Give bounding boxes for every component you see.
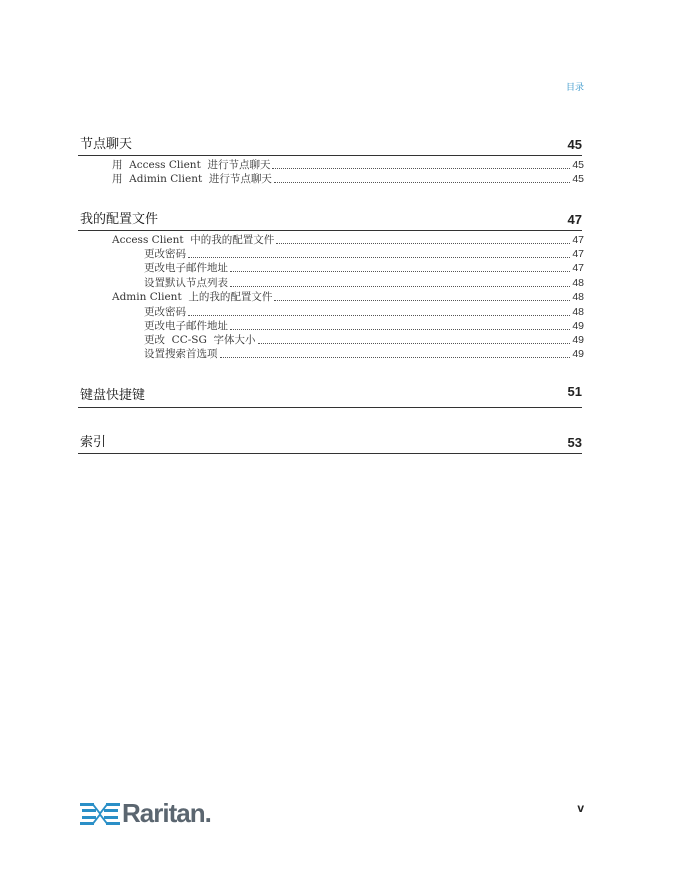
toc-entry[interactable] [112,158,584,172]
leader-dots [274,182,570,183]
chapter-page: 51 [567,384,582,399]
toc-chapter-index[interactable] [78,431,582,454]
leader-dots [230,286,570,287]
toc-subentry[interactable] [144,261,584,275]
chapter-title: 我的配置文件 [80,212,159,227]
chapter-page: 53 [567,435,582,450]
toc-entry-label: 设置默认节点列表 [144,277,228,289]
leader-dots [188,315,570,316]
chapter-page: 47 [567,212,582,227]
toc-entry-page: 47 [572,248,584,260]
leader-dots [230,271,570,272]
toc-entry-page: 49 [572,348,584,360]
toc-entry[interactable] [112,290,584,304]
leader-dots [188,257,570,258]
toc-subentry[interactable] [144,319,584,333]
chapter-title: 键盘快捷键 [80,388,146,403]
chapter-title: 节点聊天 [80,137,133,152]
toc-entry-label: 更改密码 [144,306,186,318]
toc-entry-label: Access Client 中的我的配置文件 [112,234,275,246]
toc-chapter-my-profile[interactable] [78,208,582,231]
toc-entry-page: 48 [572,277,584,289]
toc-entry-page: 48 [572,291,584,303]
running-header: 目录 [565,83,584,93]
toc-chapter-node-chat[interactable] [78,133,582,156]
raritan-logo [80,798,211,829]
toc-subentry[interactable] [144,333,584,347]
toc-entry-page: 49 [572,334,584,346]
toc-entry[interactable] [112,233,584,247]
toc-entry[interactable] [112,172,584,186]
toc-subentry[interactable] [144,247,584,261]
leader-dots [230,329,570,330]
toc-entry-label: 设置搜索首选项 [144,348,218,360]
toc-entry-label: 更改电子邮件地址 [144,262,228,274]
toc-entry-page: 45 [572,159,584,171]
toc-entry-page: 47 [572,234,584,246]
page-number: v [577,801,584,815]
toc-entry-page: 45 [572,173,584,185]
toc-entry-label: 用 Adimin Client 进行节点聊天 [112,173,272,185]
toc-subentry[interactable] [144,347,584,361]
logo-wordmark: Raritan. [122,798,211,828]
toc-chapter-keyboard-shortcuts[interactable] [78,384,582,408]
toc-entry-label: 用 Access Client 进行节点聊天 [112,159,271,171]
toc-entry-label: Admin Client 上的我的配置文件 [112,291,273,303]
toc-entry-label: 更改 CC-SG 字体大小 [144,334,256,346]
raritan-emblem-icon [80,801,120,827]
toc-entry-page: 48 [572,306,584,318]
leader-dots [274,300,570,301]
chapter-title: 索引 [80,435,107,450]
leader-dots [272,168,570,169]
toc-entry-label: 更改电子邮件地址 [144,320,228,332]
chapter-page: 45 [567,137,582,152]
toc-subentry[interactable] [144,305,584,319]
toc-entry-label: 更改密码 [144,248,186,260]
toc-entry-page: 47 [572,262,584,274]
toc-entry-page: 49 [572,320,584,332]
leader-dots [220,357,571,358]
leader-dots [276,243,570,244]
toc-subentry[interactable] [144,276,584,290]
leader-dots [258,343,571,344]
